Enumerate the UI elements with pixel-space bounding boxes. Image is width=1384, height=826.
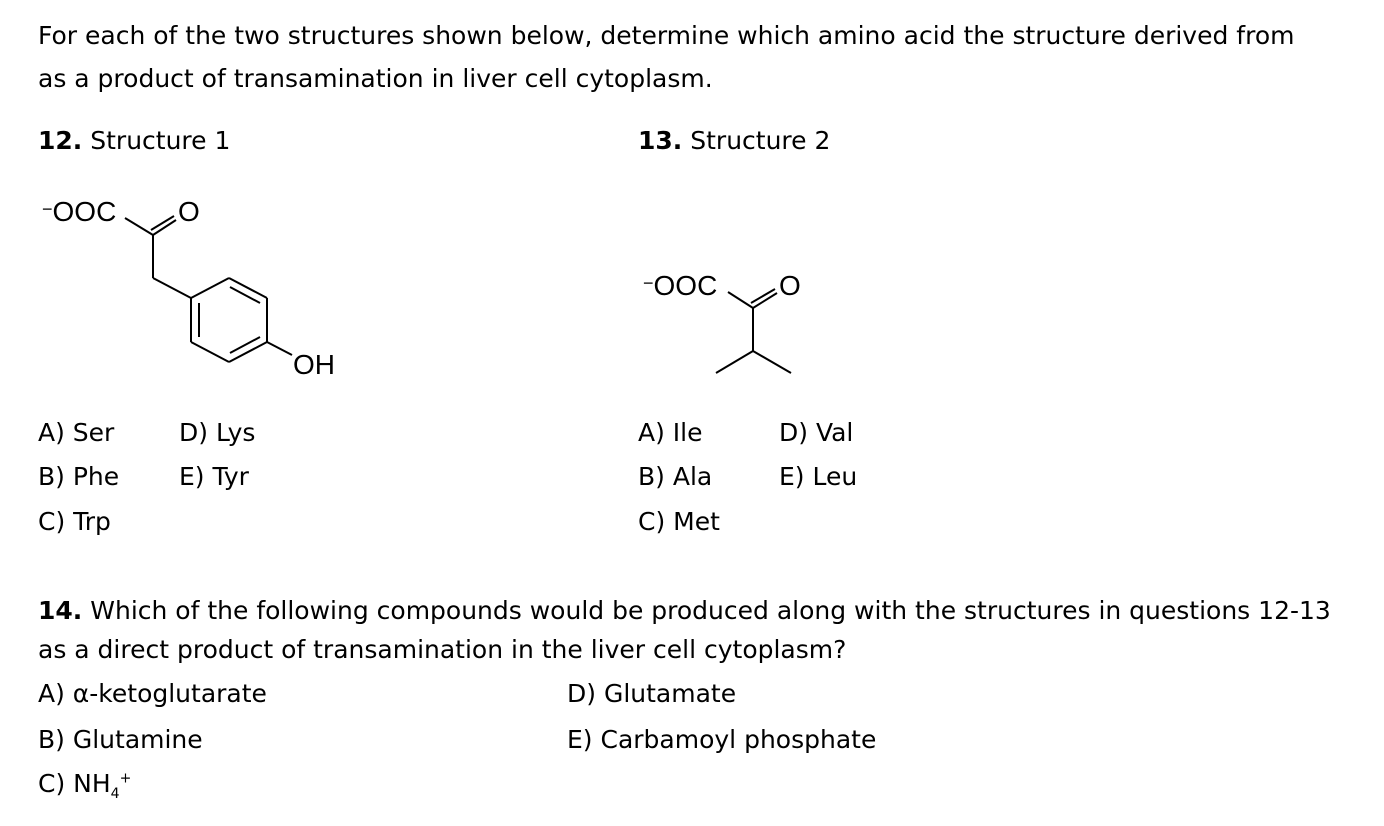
q14-number: 14. <box>38 596 83 625</box>
q13-number: 13. <box>638 126 683 155</box>
q14-question-text: Which of the following compounds would be produced along with the structures in questions 12-13 <box>90 596 1331 625</box>
q14-question-line-1 <box>38 596 1331 625</box>
q13-option-c[interactable]: C) Met <box>638 507 720 536</box>
q12-option-d[interactable]: D) Lys <box>179 418 256 447</box>
q12-option-b[interactable]: B) Phe <box>38 462 120 491</box>
q14-option-a[interactable]: A) α-ketoglutarate <box>38 679 267 708</box>
q13-bond <box>728 292 753 308</box>
q13-title: Structure 2 <box>690 126 831 155</box>
q12-option-a[interactable]: A) Ser <box>38 418 115 447</box>
q14-option-c-subscript: 4 <box>110 786 120 802</box>
q12-hydroxyl: OH <box>293 349 335 380</box>
q12-charge: − <box>42 199 53 219</box>
q12-carboxylate-text: OOC <box>52 196 117 227</box>
q12-number: 12. <box>38 126 83 155</box>
q14-option-e[interactable]: E) Carbamoyl phosphate <box>567 725 877 754</box>
q13-option-a[interactable]: A) Ile <box>638 418 703 447</box>
q13-charge: − <box>643 273 654 293</box>
q13-option-e[interactable]: E) Leu <box>779 462 858 491</box>
intro-line-1: For each of the two structures shown below, determine which amino acid the structure derived from <box>38 21 1295 50</box>
q14-question-line-2: as a direct product of transamination in the liver cell cytoplasm? <box>38 635 847 664</box>
intro-line-2: as a product of transamination in liver cell cytoplasm. <box>38 64 713 93</box>
q13-bond <box>753 351 791 373</box>
q13-carboxylate-text: OOC <box>653 270 718 301</box>
q12-option-c[interactable]: C) Trp <box>38 507 111 536</box>
q12-keto-oxygen: O <box>178 196 200 227</box>
q14-option-d[interactable]: D) Glutamate <box>567 679 737 708</box>
q13-option-d[interactable]: D) Val <box>779 418 854 447</box>
q14-option-c[interactable] <box>38 769 131 802</box>
q13-keto-oxygen: O <box>779 270 801 301</box>
q14-option-b[interactable]: B) Glutamine <box>38 725 203 754</box>
q12-title: Structure 1 <box>90 126 231 155</box>
q14-option-c-superscript: + <box>119 770 132 787</box>
q14-option-c-prefix: C) NH <box>38 769 111 798</box>
q12-option-e[interactable]: E) Tyr <box>179 462 249 491</box>
q13-bond <box>716 351 753 373</box>
q13-option-b[interactable]: B) Ala <box>638 462 713 491</box>
